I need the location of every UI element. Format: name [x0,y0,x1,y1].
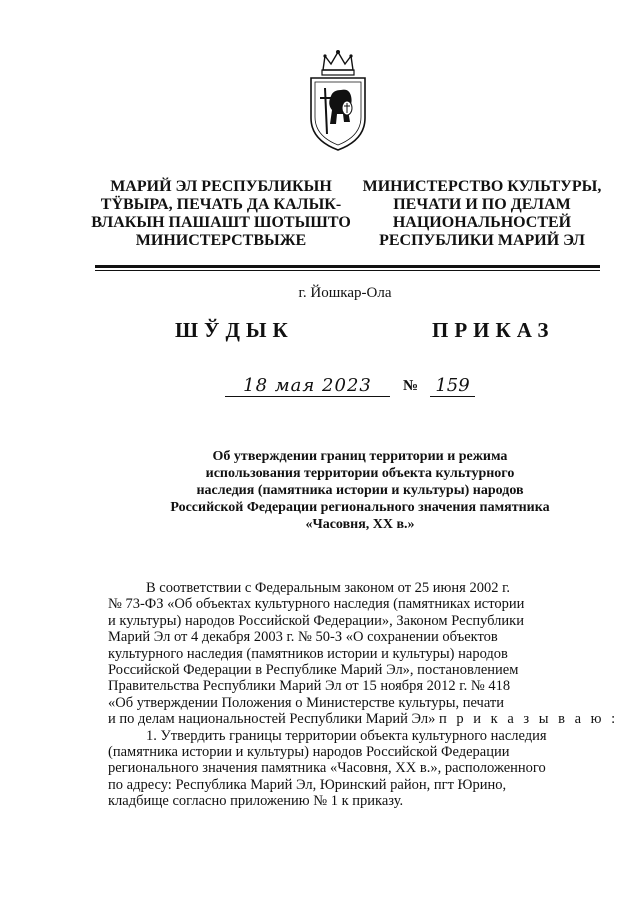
header-right-russian [362,178,602,250]
subject-line: Об утверждении границ территории и режима [212,449,508,464]
body-line: 1. Утвердить границы территории объекта культурного наследия [146,727,547,744]
body-line: по адресу: Республика Марий Эл, Юринский район, пгт Юрино, [108,776,507,793]
handwritten-number: 159 [430,375,475,397]
body-line: Правительства Республики Марий Эл от 15 ноября 2012 г. № 418 [108,678,511,695]
body-line-with-decree [108,711,619,728]
header-left-line: МИНИСТЕРСТВЫЖЕ [135,232,307,249]
body-line: В соответствии с Федеральным законом от 25 июня 2002 г. [146,580,511,596]
header-divider-thick [95,265,600,268]
header-left-mari [90,178,352,250]
subject-line: Российской Федерации регионального значения памятника [170,500,550,515]
doc-title-russian: ПРИКАЗ [432,318,555,342]
body-line: и культуры) народов Российской Федерации», Законом Республики [108,612,524,629]
header-divider-thin [95,270,600,271]
header-left-line: МАРИЙ ЭЛ РЕСПУБЛИКЫН [110,178,332,195]
body-line: (памятника истории и культуры) народов Российской Федерации [108,744,510,761]
header-right-line: НАЦИОНАЛЬНОСТЕЙ [392,214,572,231]
decree-word: п р и к а з ы в а ю : [439,711,619,728]
date-number-line [225,375,525,405]
header-right-line: МИНИСТЕРСТВО КУЛЬТУРЫ, [362,178,602,195]
body-line: регионального значения памятника «Часовня, XX в.», расположенного [108,760,546,777]
header-left-line: ТŸВЫРА, ПЕЧАТЬ ДА КАЛЫК- [100,196,342,213]
header-left-line: ВЛАКЫН ПАШАШТ ШОТЫШТО [91,214,351,231]
body-line: и по делам национальностей Республики Марий Эл» [108,711,436,728]
body-line: культурного наследия (памятников истории и культуры) народов [108,645,508,662]
subject-line: наследия (памятника истории и культуры) народов [196,483,524,498]
body-line: Марий Эл от 4 декабря 2003 г. № 50-З «О сохранении объектов [108,629,498,646]
body-line: № 73-ФЗ «Об объектах культурного наследия (памятниках истории [108,596,525,613]
order-subject [130,448,590,533]
subject-line: использования территории объекта культурного [205,466,515,481]
coat-of-arms-emblem [303,48,373,152]
header-right-line: ПЕЧАТИ И ПО ДЕЛАМ [393,196,571,213]
city-line: г. Йошкар-Ола [298,285,392,301]
handwritten-date: 18 мая 2023 [225,375,390,397]
body-line: Российской Федерации в Республике Марий Эл», постановлением [108,662,519,679]
number-label: № [403,378,419,394]
subject-line: «Часовня, XX в.» [305,517,415,532]
doc-title-mari: ШЎДЫК [175,318,294,342]
body-line: кладбище согласно приложению № 1 к приказу. [108,793,404,810]
body-line: «Об утверждении Положения о Министерстве культуры, печати [108,694,504,711]
header-right-line: РЕСПУБЛИКИ МАРИЙ ЭЛ [379,232,585,249]
order-body [108,580,619,810]
